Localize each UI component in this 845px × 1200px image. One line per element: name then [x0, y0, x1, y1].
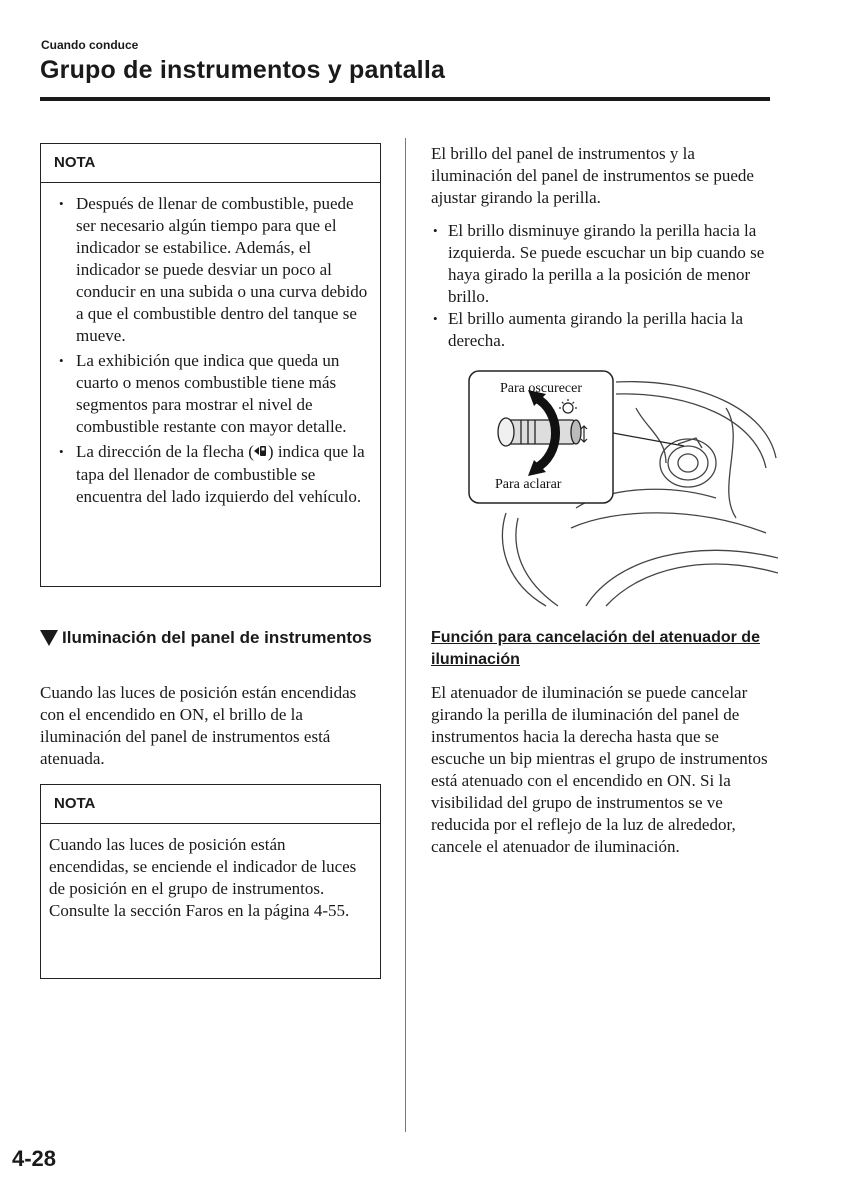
fuel-door-arrow-icon: [254, 442, 268, 464]
column-divider: [405, 138, 406, 1132]
note-text: Cuando las luces de posición están encendidas, se enciende el indicador de luces de posición en el grupo de instrumentos.: [49, 835, 357, 898]
note-bullet: • Después de llenar de combustible, puede ser necesario algún tiempo para que el indicador se estabilice. Además, el indicador se puede desviar un poco al conducir en una subida o una curva debido a que el combustible dentro del tanque se mueve.: [59, 193, 368, 347]
cancel-dimmer-heading: Función para cancelación del atenuador de iluminación: [431, 629, 760, 668]
cancel-dimmer-paragraph: El atenuador de iluminación se puede cancelar girando la perilla de iluminación del panel de instrumentos hacia la derecha hasta que se escuche un bip mientras el grupo de instrumentos está atenuado con el encendido en ON. Si la visibilidad del grupo de instrumentos se ve reducida por el reflejo de la luz de alrededor, cancele el atenuador de iluminación.: [431, 683, 768, 856]
note-body: [41, 183, 380, 508]
header-rule: [40, 97, 770, 101]
note-bullet-text: La dirección de la flecha (: [76, 442, 254, 461]
brightness-bullet: • El brillo aumenta girando la perilla hacia la derecha.: [433, 308, 778, 352]
triangle-marker-icon: [40, 630, 58, 646]
illumination-paragraph: Cuando las luces de posición están encendidas con el encendido en ON, el brillo de la iluminación del panel de instrumentos está atenuada.: [40, 683, 357, 768]
label-brighten: Para aclarar: [495, 477, 562, 492]
section-heading-illumination: [40, 627, 402, 649]
note-bullet-text: ) indica que la tapa del llenador de combustible se encuentra del lado izquierdo del vehículo.: [76, 442, 365, 506]
section-heading-text: Iluminación del panel de instrumentos: [62, 628, 372, 647]
note-body: [41, 824, 380, 922]
note-bullet: [59, 441, 368, 508]
section-label: Cuando conduce: [41, 38, 139, 52]
label-darken: Para oscurecer: [500, 381, 583, 396]
brightness-intro-paragraph: El brillo del panel de instrumentos y la iluminación del panel de instrumentos se puede ajustar girando la perilla.: [431, 144, 754, 207]
note-box-position-lights: [40, 784, 381, 979]
brightness-bullet-list: [433, 220, 778, 352]
page-title: Grupo de instrumentos y pantalla: [40, 56, 446, 84]
note-text: Consulte la sección Faros en la página 4-55.: [49, 901, 350, 920]
dimmer-knob-illustration: [466, 368, 778, 608]
note-title: NOTA: [41, 144, 380, 183]
note-bullet: • La exhibición que indica que queda un cuarto o menos combustible tiene más segmentos para mostrar el nivel de combustible restante con mayor detalle.: [59, 350, 368, 438]
note-box-fuel: [40, 143, 381, 587]
note-bullet-list: [59, 193, 368, 508]
page-number: 4-28: [12, 1146, 57, 1171]
note-title: NOTA: [41, 785, 380, 824]
brightness-bullet: • El brillo disminuye girando la perilla hacia la izquierda. Se puede escuchar un bip cuando se haya girado la perilla a la posición de menor brillo.: [433, 220, 778, 308]
